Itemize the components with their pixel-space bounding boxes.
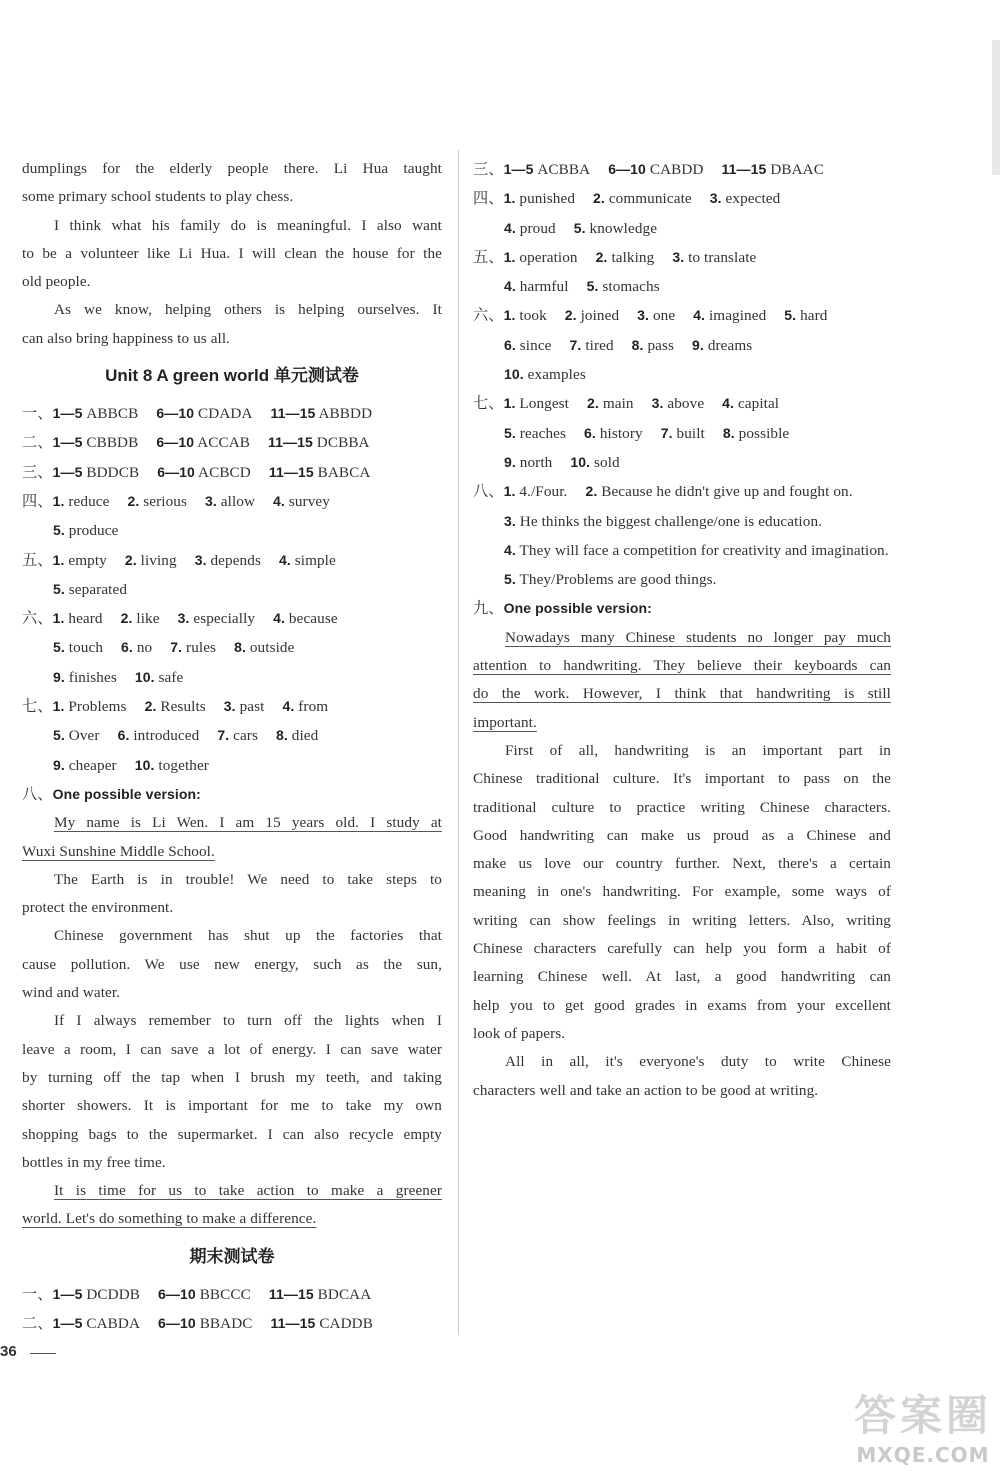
- page-number-rule: [30, 1353, 56, 1354]
- answer-row-words: 七、1. Longest 2. main 3. above 4. capital: [473, 395, 780, 413]
- text-line: learning Chinese well. At last, a good handwriting can: [473, 968, 891, 986]
- text-line: I think what his family do is meaningful. I also want: [54, 216, 442, 234]
- reading-answers: 5. They/Problems are good things.: [504, 571, 717, 589]
- text-line: traditional culture to practice writing Chinese characters.: [473, 798, 891, 816]
- text-line: Chinese government has shut up the factories that: [54, 927, 442, 945]
- essay-continuation: [22, 155, 442, 353]
- answer-row-mc: 一、1—5 DCDDB 6—10 BBCCC 11—15 BDCAA: [22, 1285, 372, 1303]
- answer-row-words: 四、1. reduce 2. serious 3. allow 4. survey: [22, 492, 330, 510]
- unit8-answers: [22, 399, 442, 1234]
- answer-row-words: 六、1. took 2. joined 3. one 4. imagined 5. hard: [473, 307, 828, 325]
- text-line: Good handwriting can make us proud as a Chinese and: [473, 826, 891, 844]
- watermark-site: MXQE.COM: [856, 1443, 990, 1467]
- answer-row-mc: 三、1—5 BDDCB 6—10 ACBCD 11—15 BABCA: [22, 463, 371, 481]
- answer-row-mc: 一、1—5 ABBCB 6—10 CDADA 11—15 ABBDD: [22, 405, 373, 423]
- text-line: Wuxi Sunshine Middle School.: [22, 842, 215, 860]
- text-line: by turning off the tap when I brush my teeth, and taking: [22, 1068, 442, 1086]
- answer-row-words: 5. produce: [53, 522, 119, 540]
- answer-row-words: 9. cheaper 10. together: [53, 756, 209, 774]
- text-line: old people.: [22, 273, 91, 291]
- answer-row-words: 4. proud 5. knowledge: [504, 219, 658, 237]
- text-line: shorter showers. It is important for me to take my own: [22, 1097, 442, 1115]
- text-line: make us love our country further. Next, there's a certain: [473, 855, 891, 873]
- text-line: It is time for us to take action to make a greener: [54, 1182, 442, 1200]
- watermark-logo: 答案圈: [853, 1391, 992, 1440]
- text-line: writing can show feelings in writing letters. Also, writing: [473, 911, 891, 929]
- final-answers: [22, 1280, 442, 1339]
- answer-row-mc: 二、1—5 CBBDB 6—10 ACCAB 11—15 DCBBA: [22, 434, 370, 452]
- text-line: leave a room, I can save a lot of energy. I can save water: [22, 1040, 442, 1058]
- text-line: First of all, handwriting is an important part in: [505, 741, 891, 759]
- answer-row-mc: 二、1—5 CABDA 6—10 BBADC 11—15 CADDB: [22, 1314, 373, 1332]
- text-line: look of papers.: [473, 1024, 566, 1042]
- reading-answers: 4. They will face a competition for creativity and imagination.: [504, 541, 889, 559]
- answer-row-words: 四、1. punished 2. communicate 3. expected: [473, 190, 781, 208]
- text-line: help you to get good grades in exams from your excellent: [473, 996, 891, 1014]
- text-line: can also bring happiness to us all.: [22, 329, 231, 347]
- text-line: world. Let's do something to make a difference.: [22, 1210, 317, 1228]
- page-edge-shadow: [992, 40, 1000, 175]
- text-line: dumplings for the elderly people there. Li Hua taught: [22, 160, 442, 177]
- answer-row-mc: 三、1—5 ACBBA 6—10 CABDD 11—15 DBAAC: [473, 161, 824, 178]
- answer-row-words: 4. harmful 5. stomachs: [504, 278, 660, 296]
- final-test-title: 期末测试卷: [189, 1246, 275, 1266]
- watermark: [854, 1383, 992, 1467]
- reading-answers: 八、1. 4./Four. 2. Because he didn't give up and fought on.: [473, 483, 853, 501]
- text-line: My name is Li Wen. I am 15 years old. I study at: [54, 814, 442, 832]
- text-line: do the work. However, I think that handwriting is still: [473, 685, 891, 703]
- text-line: protect the environment.: [22, 899, 174, 917]
- unit8-title: Unit 8 A green world 单元测试卷: [105, 366, 359, 386]
- writing-heading: 九、One possible version:: [473, 600, 652, 618]
- text-line: characters well and take an action to be good at writing.: [473, 1081, 819, 1099]
- answer-row-words: 七、1. Problems 2. Results 3. past 4. from: [22, 698, 329, 716]
- text-line: Chinese characters carefully can help you form a habit of: [473, 940, 891, 958]
- text-line: to be a volunteer like Li Hua. I will clean the house for the: [22, 244, 442, 262]
- text-line: All in all, it's everyone's duty to write Chinese: [505, 1053, 891, 1071]
- answer-row-words: 10. examples: [504, 366, 586, 384]
- left-column: [22, 155, 442, 1338]
- answer-row-words: 六、1. heard 2. like 3. especially 4. because: [22, 610, 338, 628]
- answer-row-words: 6. since 7. tired 8. pass 9. dreams: [504, 336, 753, 354]
- text-line: some primary school students to play chess.: [22, 188, 294, 206]
- text-line: If I always remember to turn off the lights when I: [54, 1012, 442, 1030]
- text-line: As we know, helping others is helping ourselves. It: [54, 301, 442, 319]
- answer-row-words: 9. north 10. sold: [504, 453, 620, 471]
- text-line: The Earth is in trouble! We need to take steps to: [54, 870, 442, 888]
- text-line: shopping bags to the supermarket. I can also recycle empty: [22, 1125, 442, 1143]
- reading-answers: 3. He thinks the biggest challenge/one is education.: [504, 512, 823, 530]
- text-line: attention to handwriting. They believe their keyboards can: [473, 657, 891, 675]
- text-line: cause pollution. We use new energy, such as the sun,: [22, 955, 442, 973]
- text-line: wind and water.: [22, 984, 121, 1002]
- text-line: important.: [473, 713, 537, 731]
- right-column: [473, 155, 891, 1105]
- page-number: 36: [0, 1343, 17, 1360]
- answer-row-words: 5. reaches 6. history 7. built 8. possible: [504, 424, 790, 442]
- text-line: meaning in one's handwriting. For example, some ways of: [473, 883, 891, 901]
- answer-row-words: 5. Over 6. introduced 7. cars 8. died: [53, 727, 319, 745]
- answer-row-words: 5. touch 6. no 7. rules 8. outside: [53, 639, 295, 657]
- text-line: Nowadays many Chinese students no longer pay much: [505, 628, 891, 646]
- answer-row-words: 5. separated: [53, 580, 128, 598]
- answer-row-words: 五、1. operation 2. talking 3. to translate: [473, 248, 757, 266]
- answer-row-words: 五、1. empty 2. living 3. depends 4. simple: [22, 551, 336, 569]
- text-line: bottles in my free time.: [22, 1153, 166, 1171]
- text-line: Chinese traditional culture. It's important to pass on the: [473, 770, 891, 788]
- answer-row-words: 9. finishes 10. safe: [53, 668, 184, 686]
- writing-heading: 八、One possible version:: [22, 785, 201, 803]
- column-divider: [458, 150, 459, 1335]
